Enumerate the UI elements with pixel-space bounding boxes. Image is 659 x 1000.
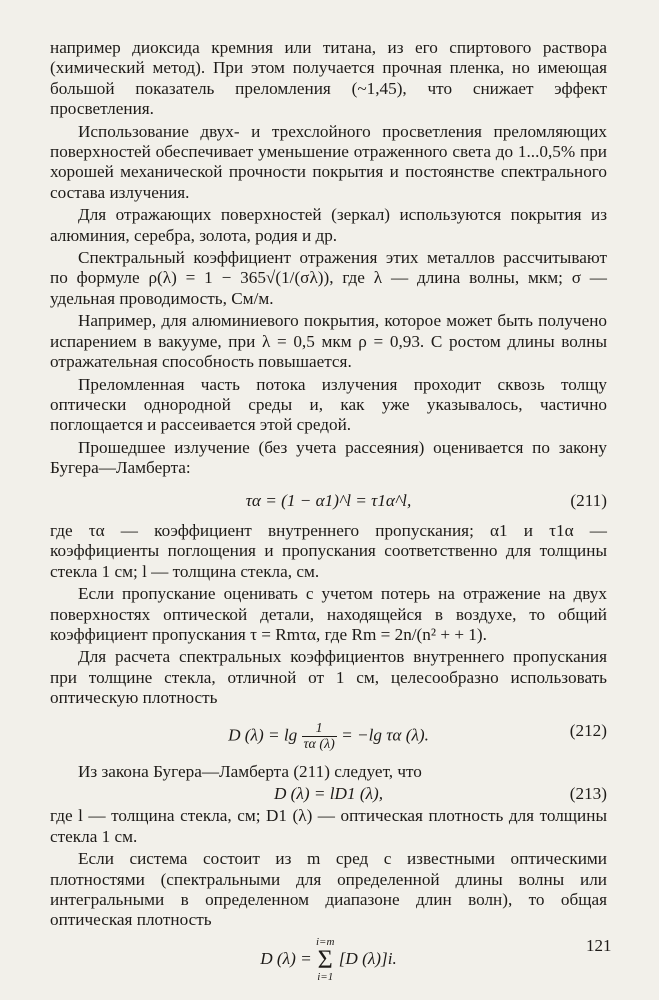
- summation-sign: Σ: [317, 944, 333, 974]
- paragraph-10: Для расчета спектральных коэффициентов внутреннего пропускания при толщине стекла, отличной от 1 см, целесообразно использовать оптическую плотность: [50, 647, 607, 708]
- paragraph-7: Прошедшее излучение (без учета рассеяния) оценивается по законy Бугера—Ламберта:: [50, 437, 607, 478]
- equation-211-number: (211): [570, 490, 607, 510]
- equation-214: [50, 937, 607, 983]
- equation-213-body: D (λ) = lD1 (λ),: [273, 784, 384, 803]
- paragraph-4: Спектральный коэффициент отражения этих металлов рассчитывают по формуле ρ(λ) = 1 − 365√(1/(σλ)), где λ — длина волны, мкм; σ — удельная проводимость, См/м.: [50, 248, 607, 308]
- equation-214-right: [D (λ)]i.: [338, 948, 397, 968]
- paragraph-5: Например, для алюминиевого покрытия, которое может быть получено испарением в вакууме, при λ = 0,5 мкм ρ = 0,93. С ростом длины волны отражательная способность повышается.: [50, 311, 607, 372]
- summation: [316, 937, 334, 983]
- equation-212-numerator: 1: [302, 721, 337, 737]
- paragraph-1: например диоксида кремния или титана, из его спиртового раствора (химический метод). При этом получается прочная пленка, но имеющая большой показатель преломления (~1,45), что снижает эффект просветления.: [50, 38, 607, 119]
- page-number: 121: [586, 936, 612, 955]
- equation-212: [50, 721, 607, 752]
- equation-211-body: τα = (1 − α1)^l = τ1α^l,: [245, 490, 412, 510]
- equation-213-number: (213): [569, 784, 607, 803]
- equation-211: [50, 491, 607, 511]
- paragraph-3: Для отражающих поверхностей (зеркал) используются покрытия из алюминия, серебра, золота, родия и др.: [50, 205, 607, 245]
- equation-212-right: = −lg τα (λ).: [341, 725, 429, 745]
- summation-upper-limit: i=m: [316, 935, 335, 948]
- equation-214-left: D (λ) =: [260, 948, 312, 968]
- equation-212-left: D (λ) = lg: [228, 725, 298, 745]
- equation-212-fraction: [302, 721, 337, 752]
- summation-lower-limit: i=1: [317, 970, 334, 983]
- paragraph-2: Использование двух- и трехслойного просветления преломляющих поверхностей обеспечивает уменьшение отраженного света до 1...0,5% при хорошей механической прочности покрытия и постоянстве спектрального состава излучения.: [50, 121, 607, 202]
- paragraph-9: Если пропускание оценивать с учетом потерь на отражение на двух поверхностях оптической детали, находящейся в воздухе, то общий коэффициент пропускания τ = Rmτα, где Rm = 2n/(n² + + 1).: [50, 584, 607, 644]
- paragraph-13: Если система состоит из m сред с известными оптическими плотностями (спектральными для определенной длины волны или интегральными в определенном диапазоне длин волн), то общая оптическая плотность: [50, 849, 607, 930]
- paragraph-11: Из закона Бугера—Ламберта (211) следует, что: [78, 761, 422, 781]
- paragraph-8: где τα — коэффициент внутреннего пропускания; α1 и τ1α — коэффициенты поглощения и пропускания соответственно для толщины стекла 1 см; l — толщина стекла, см.: [50, 520, 607, 581]
- equation-213: [50, 784, 607, 804]
- equation-212-number: (212): [569, 720, 607, 740]
- equation-212-denominator: τα (λ): [303, 736, 335, 752]
- paragraph-12: где l — толщина стекла, см; D1 (λ) — оптическая плотность для толщины стекла 1 см.: [50, 806, 607, 846]
- paragraph-6: Преломленная часть потока излучения проходит сквозь толщу оптически однородной среды и, как уже указывалось, частично поглощается и рассеивается этой средой.: [50, 374, 607, 435]
